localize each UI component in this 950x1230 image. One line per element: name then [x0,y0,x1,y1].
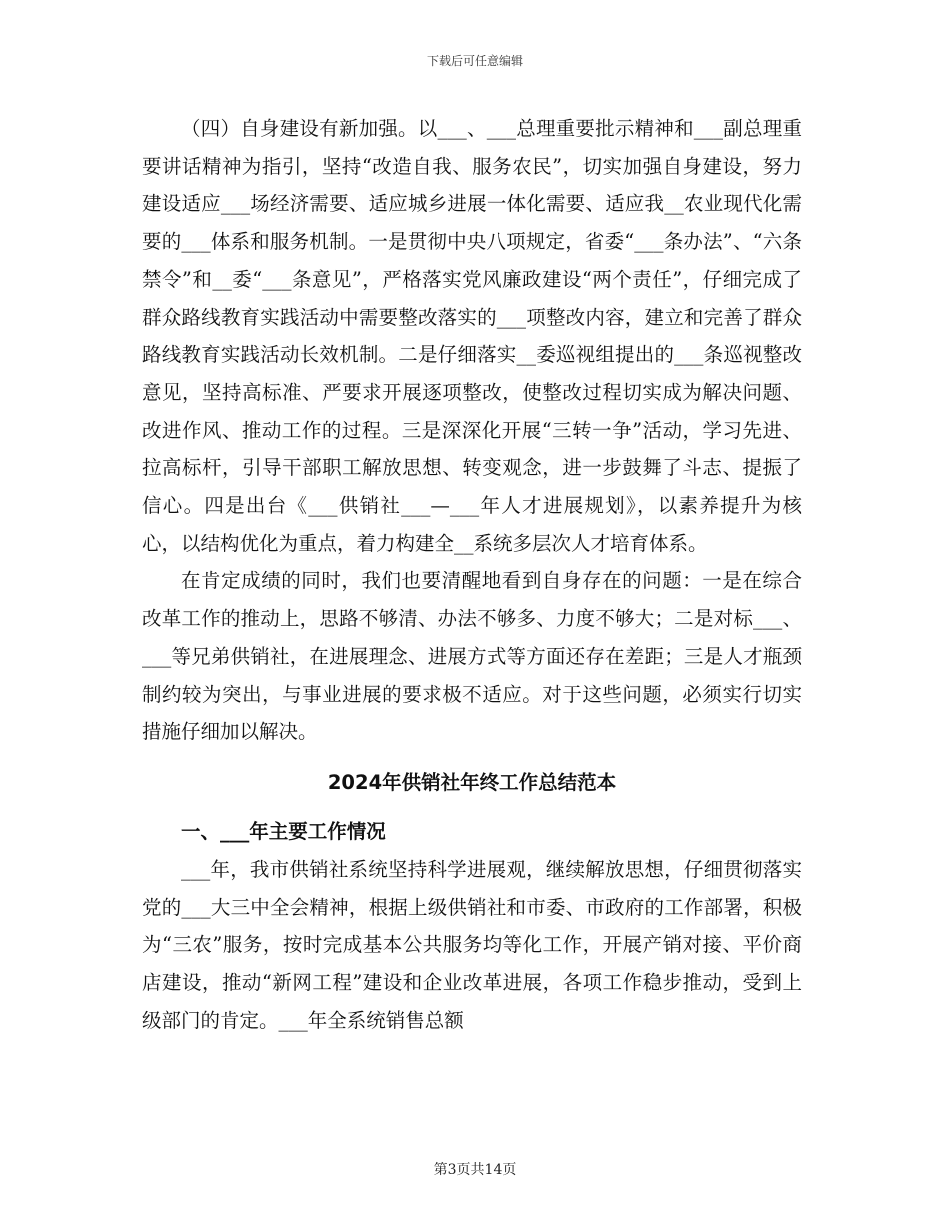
paragraph-main-work: ___年，我市供销社系统坚持科学进展观，继续解放思想，仔细贯彻落实党的___大三中全会精神，根据上级供销社和市委、市政府的工作部署，积极为“三农”服务，按时完成基本公共服务均等化工作，开展产销对接、平价商店建设，推动“新网工程”建设和企业改革进展，各项工作稳步推动，受到上级部门的肯定。___年全系统销售总额 [142,857,802,1032]
paragraph-problems: 在肯定成绩的同时，我们也要清醒地看到自身存在的问题：一是在综合改革工作的推动上，思路不够清、办法不够多、力度不够大；二是对标___、___等兄弟供销社，在进展理念、进展方式等方面还存在差距；三是人才瓶颈制约较为突出，与事业进展的要求极不适应。对于这些问题，必须实行切实措施仔细加以解决。 [142,569,802,744]
paragraph-self-construction: （四）自身建设有新加强。以___、___总理重要批示精神和___副总理重要讲话精神为指引，坚持“改造自我、服务农民”，切实加强自身建设，努力建设适应___场经济需要、适应城乡进展一体化需要、适应我__农业现代化需要的___体系和服务机制。一是贯彻中央八项规定，省委“___条办法”、“六条禁令”和__委“___条意见”，严格落实党风廉政建设“两个责任”，仔细完成了群众路线教育实践活动中需要整改落实的___项整改内容，建立和完善了群众路线教育实践活动长效机制。二是仔细落实__委巡视组提出的___条巡视整改意见，坚持高标准、严要求开展逐项整改，使整改过程切实成为解决问题、改进作风、推动工作的过程。三是深深化开展“三转一争”活动，学习先进、拉高标杆，引导干部职工解放思想、转变观念，进一步鼓舞了斗志、提振了信心。四是出台《___供销社___—___年人才进展规划》，以素养提升为核心，以结构优化为重点，着力构建全__系统多层次人才培育体系。 [142,117,802,555]
section-heading: 一、___年主要工作情况 [181,819,386,843]
page-header: 下载后可任意编辑 [426,54,523,68]
document-body [142,110,802,1039]
document-title: 2024年供销社年终工作总结范本 [327,770,617,794]
page-footer: 第3页共14页 [433,1162,517,1178]
